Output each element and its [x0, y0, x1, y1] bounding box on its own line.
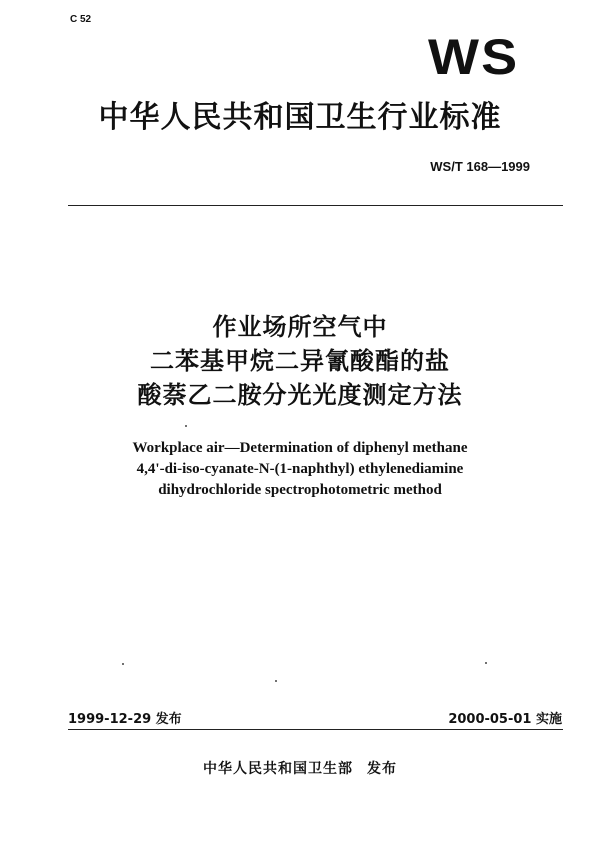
- english-title-line: Workplace air—Determination of diphenyl methane: [132, 440, 468, 456]
- publisher-line: [0, 758, 600, 778]
- chinese-title: [0, 310, 600, 412]
- classification-code: C 52: [70, 14, 92, 25]
- implementation-date: 2000-05-01 实施: [448, 712, 562, 727]
- scan-speck: [185, 425, 187, 427]
- publisher-action: 发布: [367, 761, 397, 777]
- industry-standard-title: 中华人民共和国卫生行业标准: [98, 100, 502, 135]
- publisher-name: 中华人民共和国卫生部: [203, 761, 353, 777]
- chinese-title-line: 酸萘乙二胺分光光度测定方法: [137, 381, 463, 409]
- chinese-title-line: 二苯基甲烷二异氰酸酯的盐: [150, 347, 450, 375]
- standard-number: WS/T 168—1999: [430, 159, 530, 174]
- english-title: [0, 438, 600, 501]
- scan-speck: [122, 663, 124, 665]
- ws-logo: WS: [428, 29, 520, 85]
- scan-speck: [485, 662, 487, 664]
- english-title-line: dihydrochloride spectrophotometric method: [158, 482, 442, 498]
- bottom-divider: [68, 729, 563, 730]
- issue-date: 1999-12-29 发布: [68, 712, 182, 727]
- chinese-title-line: 作业场所空气中: [212, 313, 388, 341]
- english-title-line: 4,4'-di-iso-cyanate-N-(1-naphthyl) ethylenediamine: [136, 461, 464, 477]
- scan-speck: [275, 680, 277, 682]
- top-divider: [68, 205, 563, 206]
